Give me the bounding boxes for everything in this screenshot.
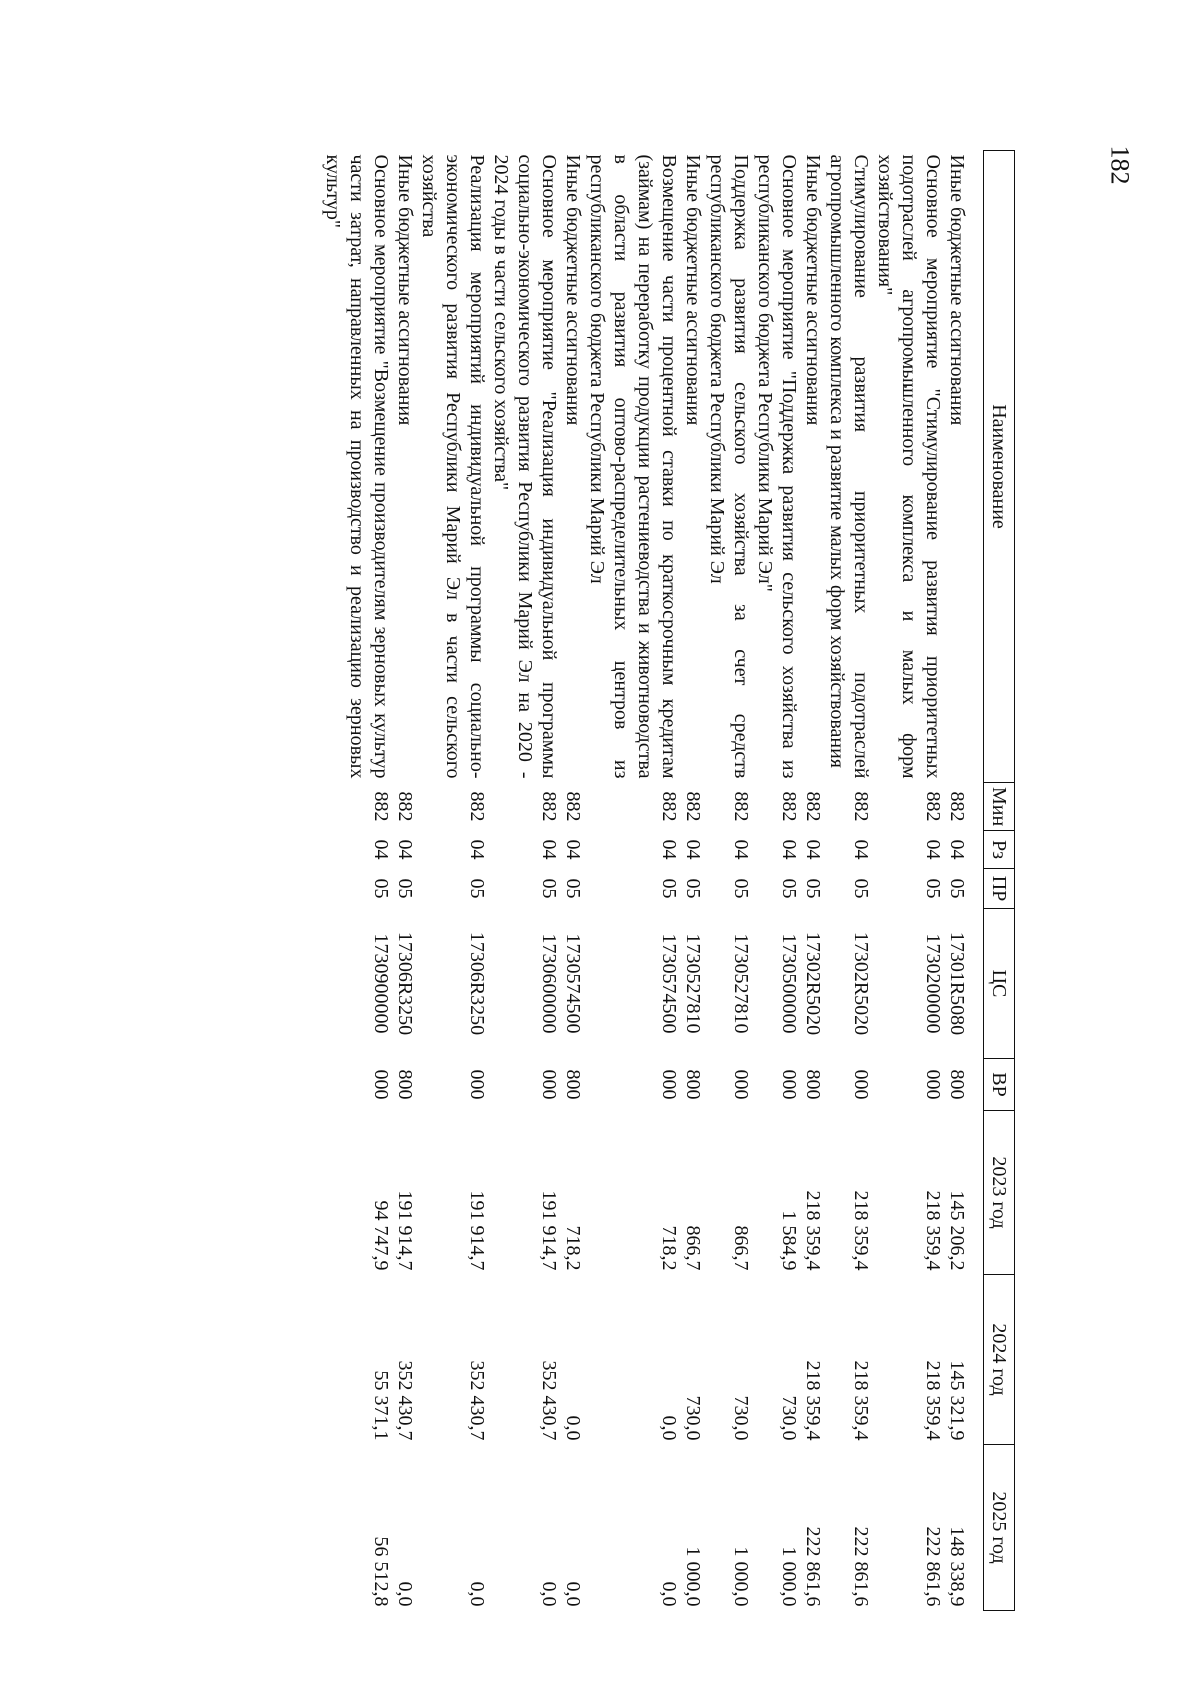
- row-pr: 05: [562, 878, 584, 899]
- row-vr: 800: [682, 1069, 704, 1100]
- row-2025: 56 512,8: [370, 1536, 392, 1607]
- row-pr: 05: [370, 878, 392, 899]
- row-cs: 17302R5020: [850, 931, 872, 1036]
- row-pr: 05: [778, 878, 800, 899]
- row-vr: 000: [778, 1069, 800, 1100]
- row-2024: 0,0: [658, 1415, 680, 1441]
- row-2025: 222 861,6: [850, 1526, 872, 1607]
- table-row: [873, 151, 945, 1611]
- row-min: 882: [658, 791, 680, 822]
- row-pr: 05: [946, 878, 968, 899]
- row-min: 882: [370, 791, 392, 822]
- table-header-row: [984, 151, 1015, 1611]
- table-row: [585, 151, 681, 1611]
- row-2024: 218 359,4: [802, 1360, 824, 1441]
- row-2023: 218 359,4: [802, 1190, 824, 1271]
- row-rz: 04: [538, 839, 560, 860]
- row-2024: 352 430,7: [394, 1360, 416, 1441]
- row-rz: 04: [946, 839, 968, 860]
- row-rz: 04: [466, 839, 488, 860]
- row-name: Иные бюджетные ассигнования: [562, 154, 584, 426]
- row-vr: 800: [562, 1069, 584, 1100]
- row-min: 882: [850, 791, 872, 822]
- row-min: 882: [730, 791, 752, 822]
- row-name: Иные бюджетные ассигнования: [682, 154, 704, 426]
- row-cs: 1730527810: [730, 933, 752, 1034]
- row-2024: 0,0: [562, 1415, 584, 1441]
- row-pr: 05: [922, 878, 944, 899]
- row-rz: 04: [658, 839, 680, 860]
- row-rz: 04: [682, 839, 704, 860]
- page-number: 182: [1105, 145, 1135, 185]
- row-pr: 05: [802, 878, 824, 899]
- row-pr: 05: [682, 878, 704, 899]
- row-name: Возмещение части процентной ставки по краткосрочным кредитам (займам) на переработку продукции растениеводства и животноводства в области развития оптово-распределительных центров из республиканского бюджета Республики Марий Эл: [586, 154, 680, 779]
- row-2024: 218 359,4: [850, 1360, 872, 1441]
- table-row: [753, 151, 801, 1611]
- row-cs: 17306R3250: [394, 931, 416, 1036]
- row-cs: 1730527810: [682, 933, 704, 1034]
- row-2024: 730,0: [682, 1395, 704, 1441]
- row-2024: 145 321,9: [946, 1360, 968, 1441]
- row-pr: 05: [658, 878, 680, 899]
- row-vr: 000: [922, 1069, 944, 1100]
- row-vr: 800: [802, 1069, 824, 1100]
- row-rz: 04: [394, 839, 416, 860]
- table-row: [705, 151, 753, 1611]
- header-2024: 2024 год: [984, 1275, 1015, 1445]
- row-2023: 191 914,7: [538, 1190, 560, 1271]
- row-2025: 0,0: [658, 1581, 680, 1607]
- row-2023: 866,7: [682, 1225, 704, 1271]
- row-2023: 218 359,4: [922, 1190, 944, 1271]
- row-cs: 17302R5020: [802, 931, 824, 1036]
- header-vr: ВР: [984, 1059, 1015, 1111]
- row-vr: 000: [730, 1069, 752, 1100]
- row-vr: 800: [946, 1069, 968, 1100]
- table-row: [561, 151, 585, 1611]
- row-2025: 222 861,6: [922, 1526, 944, 1607]
- row-2023: 145 206,2: [946, 1190, 968, 1271]
- row-pr: 05: [466, 878, 488, 899]
- row-pr: 05: [850, 878, 872, 899]
- row-min: 882: [562, 791, 584, 822]
- table-row: [417, 151, 489, 1611]
- budget-table: [321, 150, 1015, 1611]
- row-cs: 17301R5080: [946, 931, 968, 1036]
- row-cs: 17306R3250: [466, 931, 488, 1036]
- row-rz: 04: [730, 839, 752, 860]
- table-row: [945, 151, 984, 1611]
- row-min: 882: [922, 791, 944, 822]
- row-2025: 1 000,0: [730, 1546, 752, 1607]
- row-2025: 0,0: [394, 1581, 416, 1607]
- row-min: 882: [538, 791, 560, 822]
- row-2023: 718,2: [658, 1225, 680, 1271]
- rotated-table-container: [185, 150, 1015, 1610]
- row-pr: 05: [730, 878, 752, 899]
- row-vr: 000: [466, 1069, 488, 1100]
- row-name: Реализация мероприятий индивидуальной программы социально-экономического развития Республики Марий Эл в части сельского хозяйства: [418, 154, 488, 779]
- row-2024: 218 359,4: [922, 1360, 944, 1441]
- row-min: 882: [946, 791, 968, 822]
- row-2024: 352 430,7: [538, 1360, 560, 1441]
- header-cs: ЦС: [984, 909, 1015, 1059]
- row-vr: 800: [394, 1069, 416, 1100]
- row-2025: 0,0: [562, 1581, 584, 1607]
- row-cs: 1730900000: [370, 933, 392, 1034]
- row-2023: 718,2: [562, 1225, 584, 1271]
- row-cs: 1730500000: [778, 933, 800, 1034]
- row-rz: 04: [562, 839, 584, 860]
- row-2023: 866,7: [730, 1225, 752, 1271]
- row-name: Основное мероприятие "Стимулирование развития приоритетных подотраслей агропромышленного комплекса и малых форм хозяйствования": [874, 154, 944, 779]
- row-cs: 1730600000: [538, 933, 560, 1034]
- header-pr: ПР: [984, 869, 1015, 909]
- header-rz: Рз: [984, 831, 1015, 869]
- row-2024: 352 430,7: [466, 1360, 488, 1441]
- header-min: Мин: [984, 783, 1015, 831]
- row-vr: 000: [658, 1069, 680, 1100]
- row-rz: 04: [850, 839, 872, 860]
- row-pr: 05: [538, 878, 560, 899]
- row-name: Иные бюджетные ассигнования: [946, 154, 968, 426]
- row-rz: 04: [778, 839, 800, 860]
- row-2025: 148 338,9: [946, 1526, 968, 1607]
- table-row: [393, 151, 417, 1611]
- row-2023: 191 914,7: [394, 1190, 416, 1271]
- table-row: [825, 151, 873, 1611]
- row-2024: 730,0: [778, 1395, 800, 1441]
- row-2025: 1 000,0: [778, 1546, 800, 1607]
- row-name: Стимулирование развития приоритетных подотраслей агропромышленного комплекса и развитие малых форм хозяйствования: [826, 154, 872, 779]
- header-2023: 2023 год: [984, 1111, 1015, 1275]
- row-name: Основное мероприятие "Поддержка развития сельского хозяйства из республиканского бюджета Республики Марий Эл": [754, 154, 800, 779]
- row-pr: 05: [394, 878, 416, 899]
- row-name: Иные бюджетные ассигнования: [394, 154, 416, 426]
- row-vr: 000: [370, 1069, 392, 1100]
- row-cs: 1730200000: [922, 933, 944, 1034]
- table-row: [321, 151, 393, 1611]
- table-row: [489, 151, 561, 1611]
- row-2023: 1 584,9: [778, 1210, 800, 1271]
- row-name: Иные бюджетные ассигнования: [802, 154, 824, 426]
- table-row: [681, 151, 705, 1611]
- row-name: Основное мероприятие "Возмещение производителям зерновых культур части затрат, направленных на производство и реализацию зерновых культур": [322, 154, 392, 779]
- row-cs: 1730574500: [658, 933, 680, 1034]
- header-2025: 2025 год: [984, 1445, 1015, 1611]
- row-name: Основное мероприятие "Реализация индивидуальной программы социально-экономического развития Республики Марий Эл на 2020 - 2024 годы в части сельского хозяйства": [490, 154, 560, 779]
- row-min: 882: [394, 791, 416, 822]
- row-2025: 1 000,0: [682, 1546, 704, 1607]
- row-2024: 730,0: [730, 1395, 752, 1441]
- row-name: Поддержка развития сельского хозяйства за счет средств республиканского бюджета Республики Марий Эл: [706, 154, 752, 779]
- row-2025: 0,0: [466, 1581, 488, 1607]
- row-vr: 000: [538, 1069, 560, 1100]
- row-2025: 0,0: [538, 1581, 560, 1607]
- row-rz: 04: [922, 839, 944, 860]
- table-row: [801, 151, 825, 1611]
- row-2025: 222 861,6: [802, 1526, 824, 1607]
- row-min: 882: [682, 791, 704, 822]
- row-min: 882: [466, 791, 488, 822]
- row-cs: 1730574500: [562, 933, 584, 1034]
- row-vr: 000: [850, 1069, 872, 1100]
- row-rz: 04: [802, 839, 824, 860]
- row-2024: 55 371,1: [370, 1370, 392, 1441]
- row-rz: 04: [370, 839, 392, 860]
- row-2023: 94 747,9: [370, 1200, 392, 1271]
- row-2023: 191 914,7: [466, 1190, 488, 1271]
- row-min: 882: [802, 791, 824, 822]
- header-name: Наименование: [984, 151, 1015, 783]
- row-min: 882: [778, 791, 800, 822]
- row-2023: 218 359,4: [850, 1190, 872, 1271]
